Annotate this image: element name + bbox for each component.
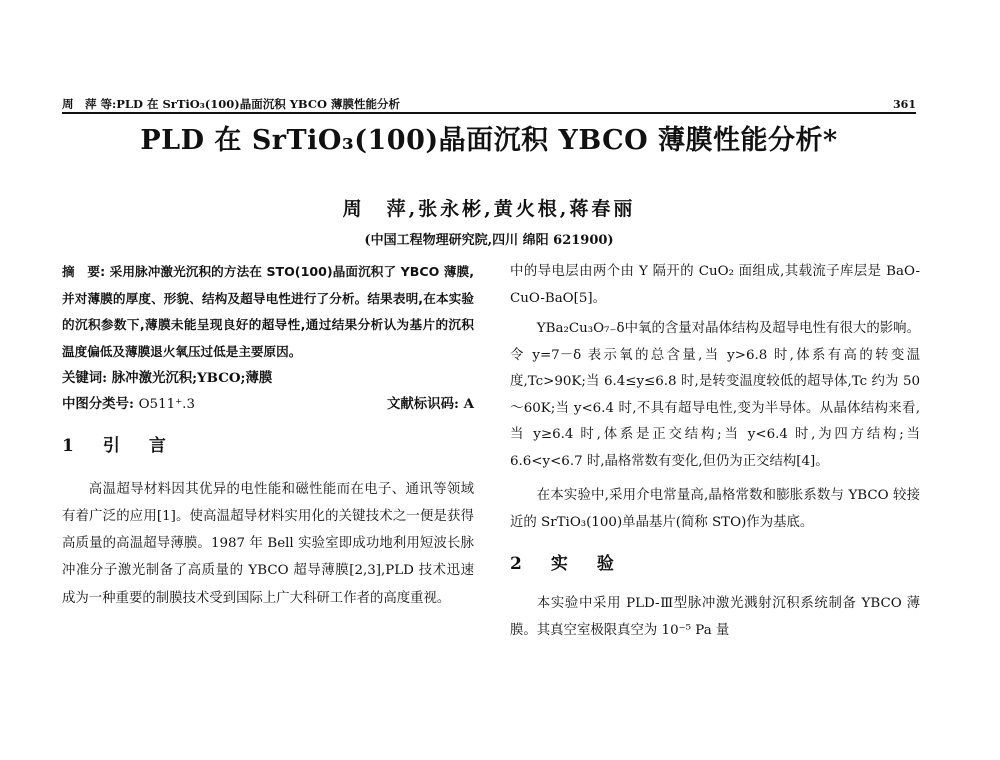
page-number: 361 — [893, 98, 916, 111]
section-1-heading: 1 引 言 — [62, 436, 172, 457]
section-2-heading: 2 实 验 — [510, 554, 620, 574]
authors: 周 萍,张永彬,黄火根,蒋春丽 — [342, 198, 636, 220]
paper-title: PLD 在 SrTiO₃(100)晶面沉积 YBCO 薄膜性能分析* — [140, 125, 838, 156]
running-head — [62, 96, 916, 114]
classification-value: O511⁺.3 — [138, 397, 195, 413]
right-paragraph-1: 中的导电层由两个由 Y 隔开的 CuO₂ 面组成,其载流子库层是 BaO-CuO-BaO[5]。 — [510, 264, 920, 306]
section-1-paragraph: 高温超导材料因其优异的电性能和磁性能而在电子、通讯等领域有着广泛的应用[1]。使高温超导材料实用化的关键技术之一便是获得高质量的高温超导薄膜。1987 年 Bell 实验室即成功地利用短波长脉冲准分子激光制备了高质量的 YBCO 超导薄膜[2,3],PLD 技术迅速成为一种重要的制膜技术受到国际上广大科研工作者的高度重视。 — [62, 481, 474, 606]
abstract-label: 摘 要: — [62, 264, 106, 279]
affiliation: (中国工程物理研究院,四川 绵阳 621900) — [364, 233, 614, 248]
doc-code-value: A — [463, 396, 474, 413]
running-head-left: 周 萍 等:PLD 在 SrTiO₃(100)晶面沉积 YBCO 薄膜性能分析 — [62, 97, 401, 111]
classification-label: 中图分类号: — [62, 396, 134, 413]
right-paragraph-2: YBa₂Cu₃O₇₋δ中氧的含量对晶体结构及超导电性有很大的影响。令 y=7－δ 表示氧的总含量,当 y>6.8 时,体系有高的转变温度,Tc>90K;当 6.4≤y≤6.8 时,是转变温度较低的超导体,Tc 约为 50～60K;当 y<6.4 时,不具有超导电性,变为半导体。从晶体结构来看,当 y≥6.4 时,体系是正交结构;当 y<6.4 时,为四方结构;当 6.6<y<6.7 时,晶格常数有变化,但仍为正交结构[4]。 — [510, 321, 920, 469]
doc-code-label: 文献标识码: — [387, 396, 459, 413]
classification-row — [62, 391, 474, 418]
keywords-label: 关键词: — [62, 370, 108, 387]
keywords — [62, 365, 474, 391]
right-paragraph-3: 在本实验中,采用介电常量高,晶格常数和膨胀系数与 YBCO 较接近的 SrTiO₃(100)单晶基片(简称 STO)作为基底。 — [510, 488, 920, 530]
right-column — [510, 259, 920, 644]
left-column — [62, 259, 474, 612]
keywords-text: 脉冲激光沉积;YBCO;薄膜 — [111, 370, 273, 387]
right-paragraph-4: 本实验中采用 PLD-Ⅲ型脉冲激光溅射沉积系统制备 YBCO 薄膜。其真空室极限真空为 10⁻⁵ Pa 量 — [510, 596, 920, 638]
abstract-text: 采用脉冲激光沉积的方法在 STO(100)晶面沉积了 YBCO 薄膜,并对薄膜的厚度、形貌、结构及超导电性进行了分析。结果表明,在本实验的沉积参数下,薄膜未能呈现良好的超导性,通过结果分析认为基片的沉积温度偏低及薄膜退火氧压过低是主要原因。 — [62, 264, 474, 359]
abstract — [62, 259, 474, 365]
